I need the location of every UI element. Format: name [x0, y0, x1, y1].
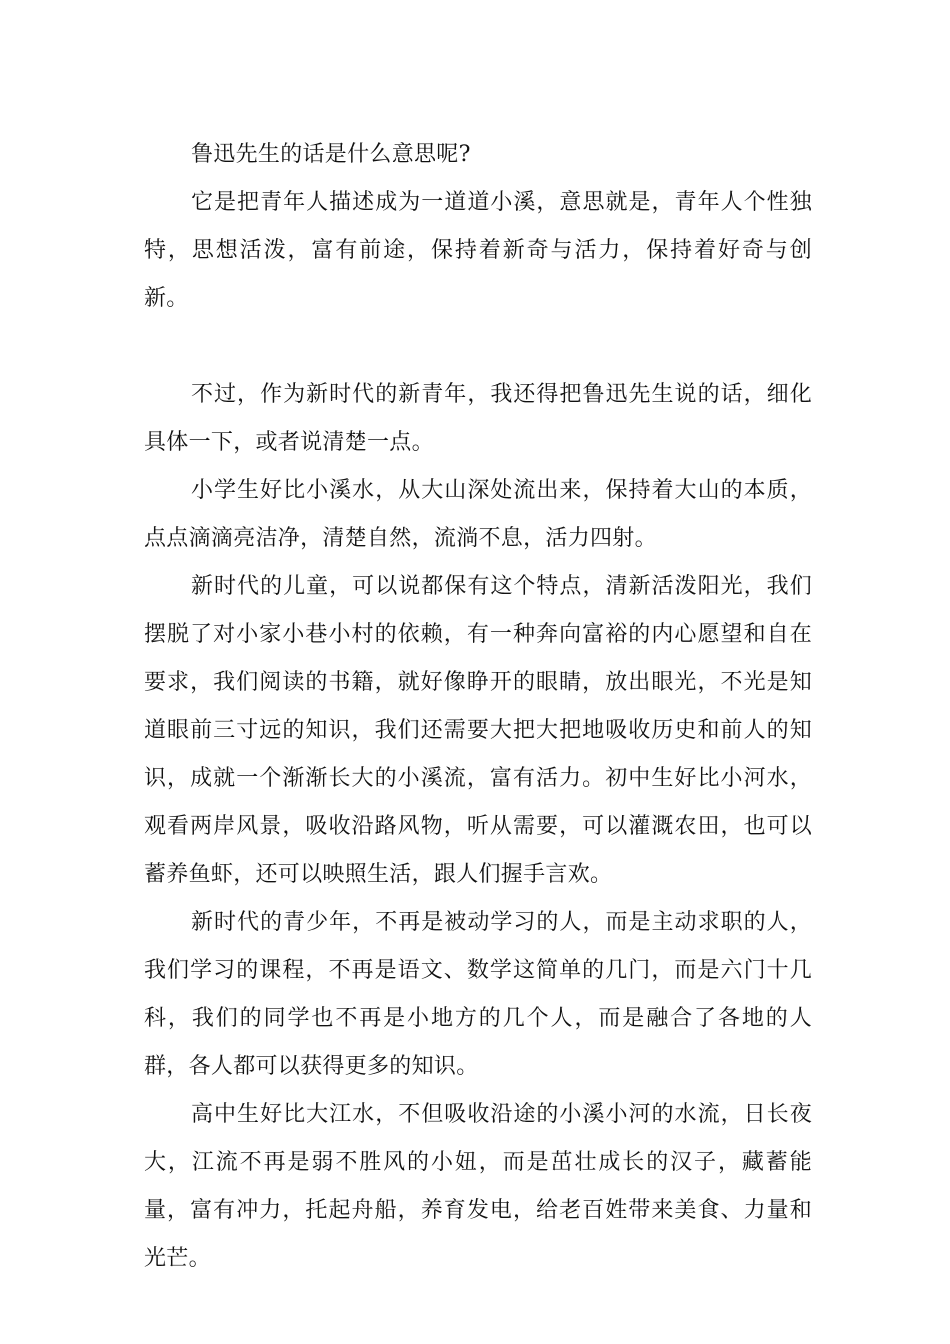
paragraph-question: 鲁迅先生的话是什么意思呢? [191, 142, 471, 167]
paragraph-children: 新时代的儿童，可以说都保有这个特点，清新活泼阳光，我们摆脱了对小家小巷小村的依赖，有一种奔向富裕的内心愿望和自在要求，我们阅读的书籍，就好像睁开的眼睛，放出眼光，不光是知道眼前三寸远的知识，我们还需要大把大把地吸收历史和前人的知识，成就一个渐渐长大的小溪流，富有活力。初中生好比小河水，观看两岸风景，吸收沿路风物，听从需要，可以灌溉农田，也可以蓄养鱼虾，还可以映照生活，跟人们握手言欢。 [144, 574, 812, 887]
paragraph-meaning: 它是把青年人描述成为一道道小溪，意思就是，青年人个性独特，思想活泼，富有前途，保持着新奇与活力，保持着好奇与创新。 [144, 190, 812, 311]
paragraph-primary-student: 小学生好比小溪水，从大山深处流出来，保持着大山的本质，点点滴滴亮洁净，清楚自然，流淌不息，活力四射。 [144, 478, 812, 551]
paragraph-new-youth: 不过，作为新时代的新青年，我还得把鲁迅先生说的话，细化具体一下，或者说清楚一点。 [144, 382, 812, 455]
paragraph-spacer [144, 323, 812, 371]
paragraph-teenagers: 新时代的青少年，不再是被动学习的人，而是主动求职的人，我们学习的课程，不再是语文、数学这简单的几门，而是六门十几科，我们的同学也不再是小地方的几个人，而是融合了各地的人群，各人都可以获得更多的知识。 [144, 910, 812, 1079]
document-body [144, 131, 812, 1283]
paragraph-high-school: 高中生好比大江水，不但吸收沿途的小溪小河的水流，日长夜大，江流不再是弱不胜风的小妞，而是茁壮成长的汉子，藏蓄能量，富有冲力，托起舟船，养育发电，给老百姓带来美食、力量和光芒。 [144, 1102, 812, 1271]
